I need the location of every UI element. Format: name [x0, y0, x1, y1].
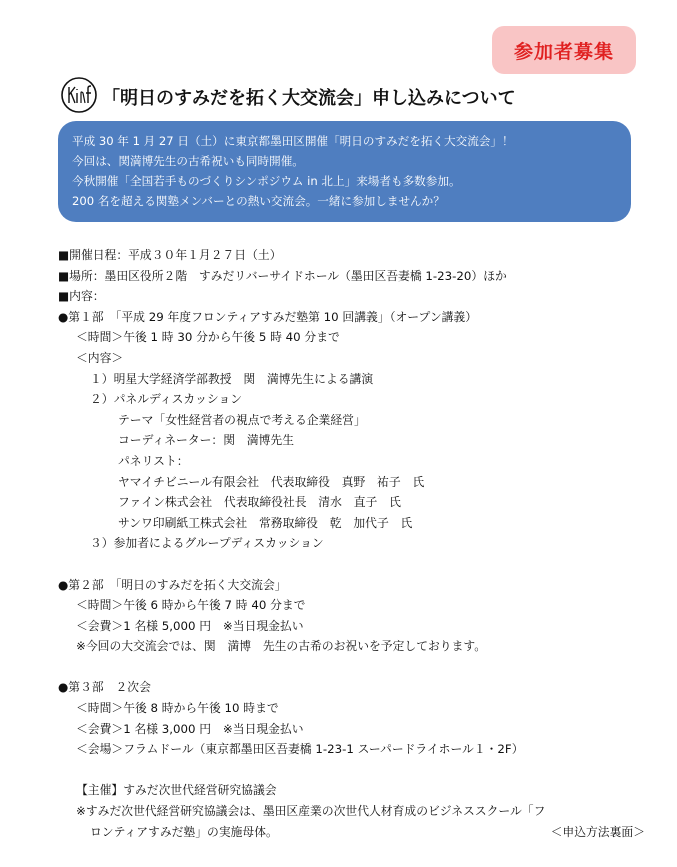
part3-venue: ＜会場＞フラムドール（東京都墨田区吾妻橋 1-23-1 スーパードライホール１・2F）	[76, 742, 524, 757]
part3-time: ＜時間＞午後 8 時から午後 10 時まで	[76, 701, 279, 716]
organizer-note-end: ロンティアすみだ塾」の実施母体。	[90, 824, 278, 839]
organizer-note: ※すみだ次世代経営研究協議会は、墨田区産業の次世代人材育成のビジネススクール「フ	[76, 804, 546, 819]
part1-item-group: ３）参加者によるグループディスカッション	[90, 536, 324, 551]
part1-heading: ●第１部 「平成 29 年度フロンティアすみだ塾第 10 回講義」（オープン講義）	[58, 309, 478, 324]
intro-line: 今回は、関満博先生の古希祝いも同時開催。	[72, 154, 304, 168]
part1-content-label: ＜内容＞	[76, 350, 124, 365]
part2-fee: ＜会費＞1 名様 5,000 円 ※当日現金払い	[76, 618, 304, 633]
content-label: ■内容：	[58, 289, 105, 304]
organizer-logo	[60, 76, 98, 114]
event-date: ■開催日程：平成３０年１月２７日（土）	[58, 248, 282, 262]
part2-time: ＜時間＞午後 6 時から午後 7 時 40 分まで	[76, 598, 306, 613]
panelist: ファイン株式会社 代表取締役社長 清水 直子 氏	[118, 495, 401, 510]
part1-time: ＜時間＞午後 1 時 30 分から午後 5 時 40 分まで	[76, 330, 340, 345]
part1-item-lecture: １）明星大学経済学部教授 関 満博先生による講演	[90, 371, 374, 386]
panelists-label: パネリスト：	[118, 453, 189, 468]
panelist: ヤマイチビニール有限会社 代表取締役 真野 祐子 氏	[118, 474, 425, 489]
event-details	[58, 245, 658, 842]
page-title: 「明日のすみだを拓く大交流会」申し込みについて	[102, 88, 516, 109]
recruitment-badge: 参加者募集	[492, 26, 636, 74]
part3-fee: ＜会費＞1 名様 3,000 円 ※当日現金払い	[76, 721, 304, 736]
part3-heading: ●第３部 ２次会	[58, 680, 151, 695]
organizer-note-row	[58, 822, 645, 843]
panel-theme: テーマ「女性経営者の視点で考える企業経営」	[118, 412, 366, 427]
panel-coordinator: コーディネーター：関 満博先生	[118, 433, 295, 448]
apply-method-note: ＜申込方法裏面＞	[550, 824, 645, 839]
part1-item-panel: ２）パネルディスカッション	[90, 392, 243, 407]
intro-line: 平成 30 年 1 月 27 日（土）に東京都墨田区開催「明日のすみだを拓く大交流会」！	[72, 134, 514, 148]
panelist: サンワ印刷紙工株式会社 常務取締役 乾 加代子 氏	[118, 515, 413, 530]
organizer: 【主催】すみだ次世代経営研究協議会	[76, 783, 277, 798]
intro-line: 今秋開催「全国若手ものづくりシンポジウム in 北上」来場者も多数参加。	[72, 174, 461, 188]
part2-note: ※今回の大交流会では、関 満博 先生の古希のお祝いを予定しております。	[76, 639, 487, 654]
intro-line: 200 名を超える関塾メンバーとの熱い交流会。一緒に参加しませんか？	[72, 194, 445, 208]
intro-box	[58, 121, 631, 222]
part2-heading: ●第２部 「明日のすみだを拓く大交流会」	[58, 577, 287, 592]
event-place: ■場所：墨田区役所２階 すみだリバーサイドホール（墨田区吾妻橋 1-23-20）ほか	[58, 268, 507, 283]
